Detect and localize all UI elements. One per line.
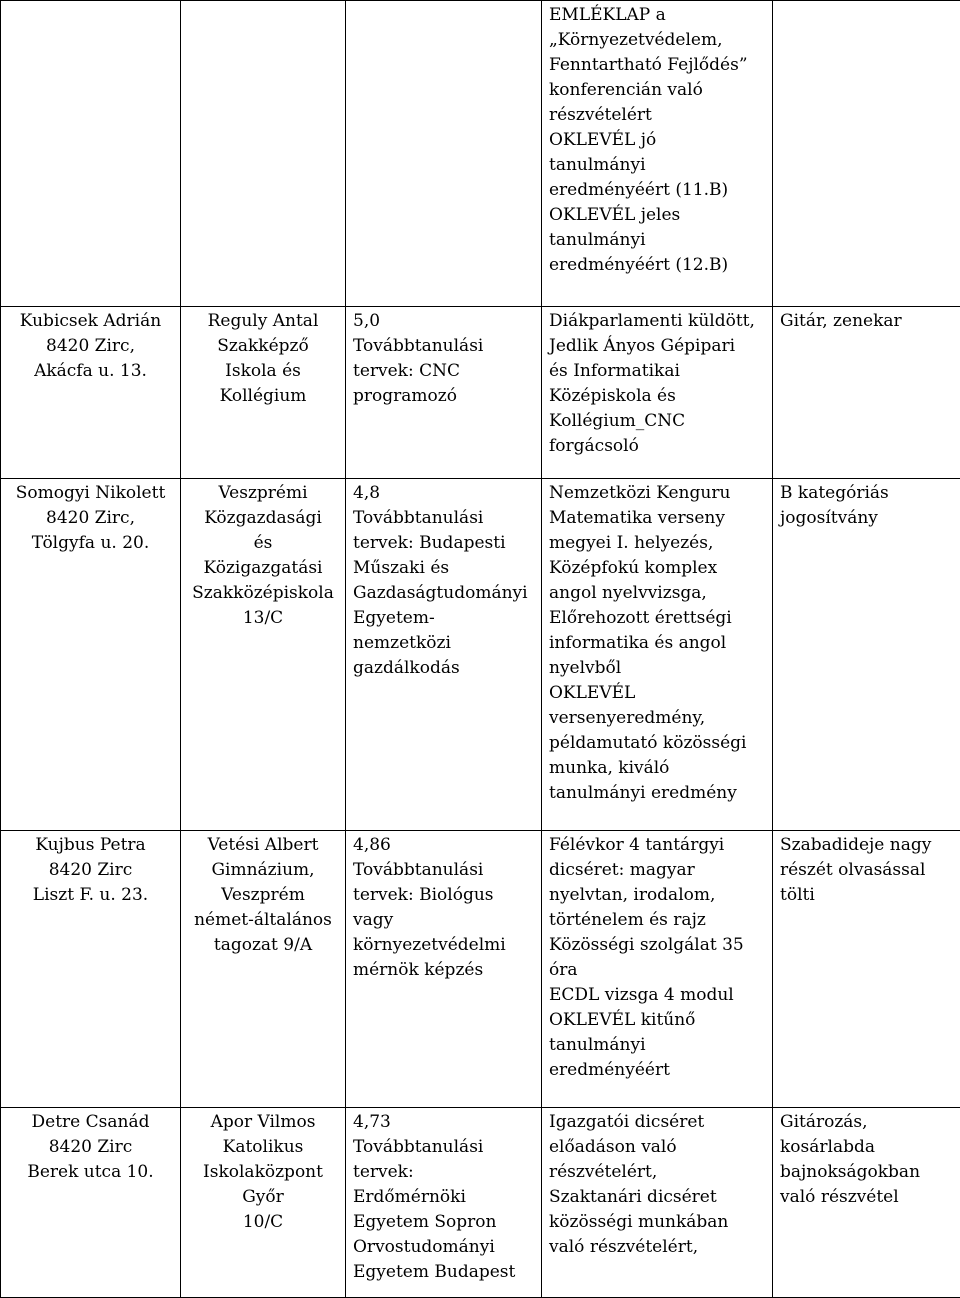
table-row — [1, 1, 960, 307]
table-row — [1, 1108, 960, 1298]
achievements-cell: Félévkor 4 tantárgyi dicséret: magyar nyelvtan, irodalom, történelem és rajz Közösségi szolgálat 35 óra ECDL vizsga 4 modul OKLEVÉL kitűnő tanulmányi eredményéért — [542, 831, 773, 1108]
hobbies-cell: Gitározás, kosárlabda bajnokságokban való részvétel — [773, 1108, 960, 1298]
table-row — [1, 831, 960, 1108]
school-cell: Veszprémi Közgazdasági és Közigazgatási Szakközépiskola 13/C — [181, 479, 346, 831]
student-name-address-cell: Somogyi Nikolett 8420 Zirc, Tölgyfa u. 20. — [1, 479, 181, 831]
achievements-cell: Igazgatói dicséret előadáson való részvételért, Szaktanári dicséret közösségi munkában való részvételért, — [542, 1108, 773, 1298]
achievements-cell: EMLÉKLAP a „Környezetvédelem, Fenntartható Fejlődés” konferencián való részvételért OKLEVÉL jó tanulmányi eredményéért (11.B) OKLEVÉL jeles tanulmányi eredményéért (12.B) — [542, 1, 773, 307]
school-cell: Vetési Albert Gimnázium, Veszprém német-általános tagozat 9/A — [181, 831, 346, 1108]
table-row — [1, 307, 960, 479]
hobbies-cell — [773, 1, 960, 307]
hobbies-cell: B kategóriás jogosítvány — [773, 479, 960, 831]
student-name-address-cell: Kujbus Petra 8420 Zirc Liszt F. u. 23. — [1, 831, 181, 1108]
hobbies-cell: Szabadideje nagy részét olvasással tölti — [773, 831, 960, 1108]
grade-plans-cell — [346, 1, 542, 307]
school-cell — [181, 1, 346, 307]
achievements-cell: Diákparlamenti küldött, Jedlik Ányos Gépipari és Informatikai Középiskola és Kollégium_CNC forgácsoló — [542, 307, 773, 479]
student-name-address-cell: Kubicsek Adrián 8420 Zirc, Akácfa u. 13. — [1, 307, 181, 479]
grade-plans-cell: 4,8 Továbbtanulási tervek: Budapesti Műszaki és Gazdaságtudományi Egyetem- nemzetközi gazdálkodás — [346, 479, 542, 831]
school-cell: Reguly Antal Szakképző Iskola és Kollégium — [181, 307, 346, 479]
grade-plans-cell: 4,86 Továbbtanulási tervek: Biológus vagy környezetvédelmi mérnök képzés — [346, 831, 542, 1108]
table-row — [1, 479, 960, 831]
school-cell: Apor Vilmos Katolikus Iskolaközpont Győr 10/C — [181, 1108, 346, 1298]
grade-plans-cell: 4,73 Továbbtanulási tervek: Erdőmérnöki Egyetem Sopron Orvostudományi Egyetem Budapest — [346, 1108, 542, 1298]
student-name-address-cell — [1, 1, 181, 307]
grade-plans-cell: 5,0 Továbbtanulási tervek: CNC programozó — [346, 307, 542, 479]
achievements-cell: Nemzetközi Kenguru Matematika verseny megyei I. helyezés, Középfokú komplex angol nyelvvizsga, Előrehozott érettségi informatika és angol nyelvből OKLEVÉL versenyeredmény, példamutató közösségi munka, kiváló tanulmányi eredmény — [542, 479, 773, 831]
hobbies-cell: Gitár, zenekar — [773, 307, 960, 479]
student-name-address-cell: Detre Csanád 8420 Zirc Berek utca 10. — [1, 1108, 181, 1298]
